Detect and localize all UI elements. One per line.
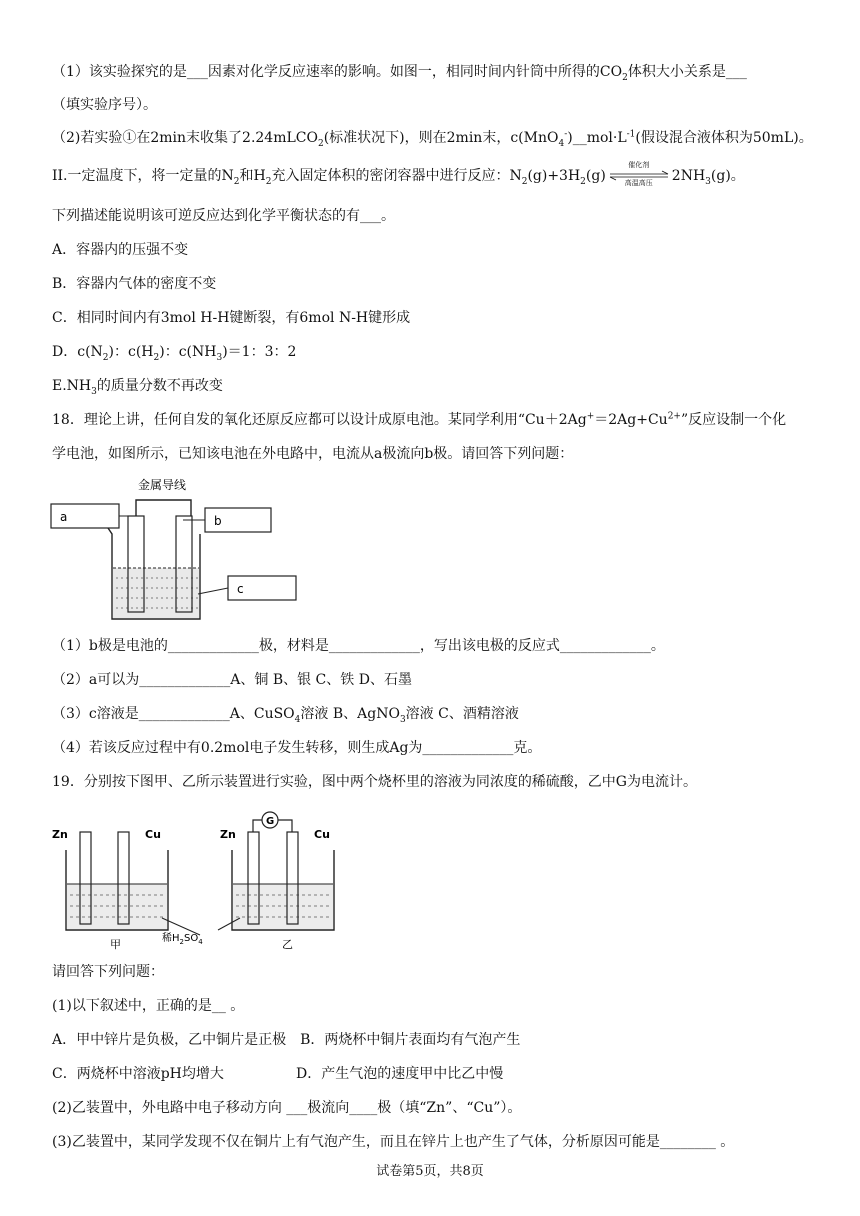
q17-part1-line1: （1）该实验探究的是___因素对化学反应速率的影响。如图一，相同时间内针筒中所得的$CO_2$体积大小关系是___ [52,64,747,83]
label-c: c [237,582,244,596]
option-B: B．容器内气体的密度不变 [52,276,217,292]
wire-label: 金属导线 [138,478,187,492]
q19-options-AB: A．甲中锌片是负极，乙中铜片是正极 B．两烧杯中铜片表面均有气泡产生 [52,1032,521,1048]
q17-II-line: II.一定温度下，将一定量的$N_2$和$H_2$充入固定体积的密闭容器中进行反应：$N_2(g)+3H_2(g)$ 催化剂 高温高压 $2NH_3(g)$。 [52,161,745,187]
q19-stem: 19．分别按下图甲、乙所示装置进行实验，图中两个烧杯里的溶液为同浓度的稀硫酸，乙中G为电流计。 [52,774,697,790]
q18-line2: 学电池，如图所示，已知该电池在外电路中，电流从a极流向b极。请回答下列问题： [52,446,574,462]
q17-question: 下列描述能说明该可逆反应达到化学平衡状态的有___。 [52,208,395,224]
q18-sub2: （2）a可以为_____________A、铜 B、银 C、铁 D、石墨 [52,672,412,688]
option-E: $E.NH_3$的质量分数不再改变 [52,378,223,397]
condition-label: 高温高压 [624,179,653,187]
two-beakers-figure [50,800,350,952]
galvanometer-label: G [266,816,275,827]
q17-part2-line: （2)若实验①在2min末收集了2.24mLCO$_2$(标准状况下)，则在2min末，$c(MnO_4^-)\_\_mol\cdot L^{-1}$(假设混合液体积为50mL)。 [52,129,813,149]
option-C: C．相同时间内有3mol H-H键断裂，有6mol N-H键形成 [52,310,411,326]
option-A: A．容器内的压强不变 [52,242,189,258]
q19-option-C: C．两烧杯中溶液pH均增大 [52,1066,224,1082]
label-a: a [60,510,68,524]
q19-ask: 请回答下列问题： [52,964,164,980]
option-D: D．$c(N_2)$：$c(H_2)$：$c(NH_3)=1$：3：2 [52,344,297,363]
yi-label: 乙 [282,938,293,951]
galvanic-cell-figure [50,476,300,626]
label-b: b [214,514,222,528]
reversible-arrow [608,161,670,187]
q19-option-D: D．产生气泡的速度甲中比乙中慢 [296,1066,504,1082]
jia-cu-label: Cu [145,828,161,841]
q18-line1: 18．理论上讲，任何自发的氧化还原反应都可以设计成原电池。某同学利用“$Cu+2Ag^+=2Ag+Cu^{2+}$”反应设制一个化 [52,411,787,428]
jia-zn-label: Zn [52,828,68,841]
q19-sub1: (1)以下叙述中，正确的是__ 。 [52,998,245,1014]
jia-label: 甲 [110,938,121,951]
q18-sub3: （3）c溶液是_____________A、CuSO$_4$溶液 B、AgNO$_3$溶液 C、酒精溶液 [52,706,519,725]
pointer-c [198,588,228,594]
page-footer: 试卷第5页，共8页 [376,1164,484,1179]
q19-sub3: (3)乙装置中，某同学发现不仅在铜片上有气泡产生，而且在锌片上也产生了气体，分析原因可能是________ 。 [52,1134,735,1150]
q17-part1-line2: （填实验序号）。 [52,97,157,113]
acid-label: 稀$H_2SO_4$ [162,933,203,946]
metal-wire [136,500,191,516]
q18-sub1: （1）b极是电池的_____________极，材料是_____________，写出该电极的反应式_____________。 [52,638,665,654]
yi-zn-label: Zn [220,828,236,841]
electrolyte [113,568,199,618]
yi-cu-label: Cu [314,828,330,841]
q18-sub4: （4）若该反应过程中有0.2mol电子发生转移，则生成Ag为_____________克。 [52,740,542,756]
catalyst-label: 催化剂 [628,161,650,169]
q19-sub2: (2)乙装置中，外电路中电子移动方向 ___极流向____极（填“Zn”、“Cu”）。 [52,1100,522,1116]
